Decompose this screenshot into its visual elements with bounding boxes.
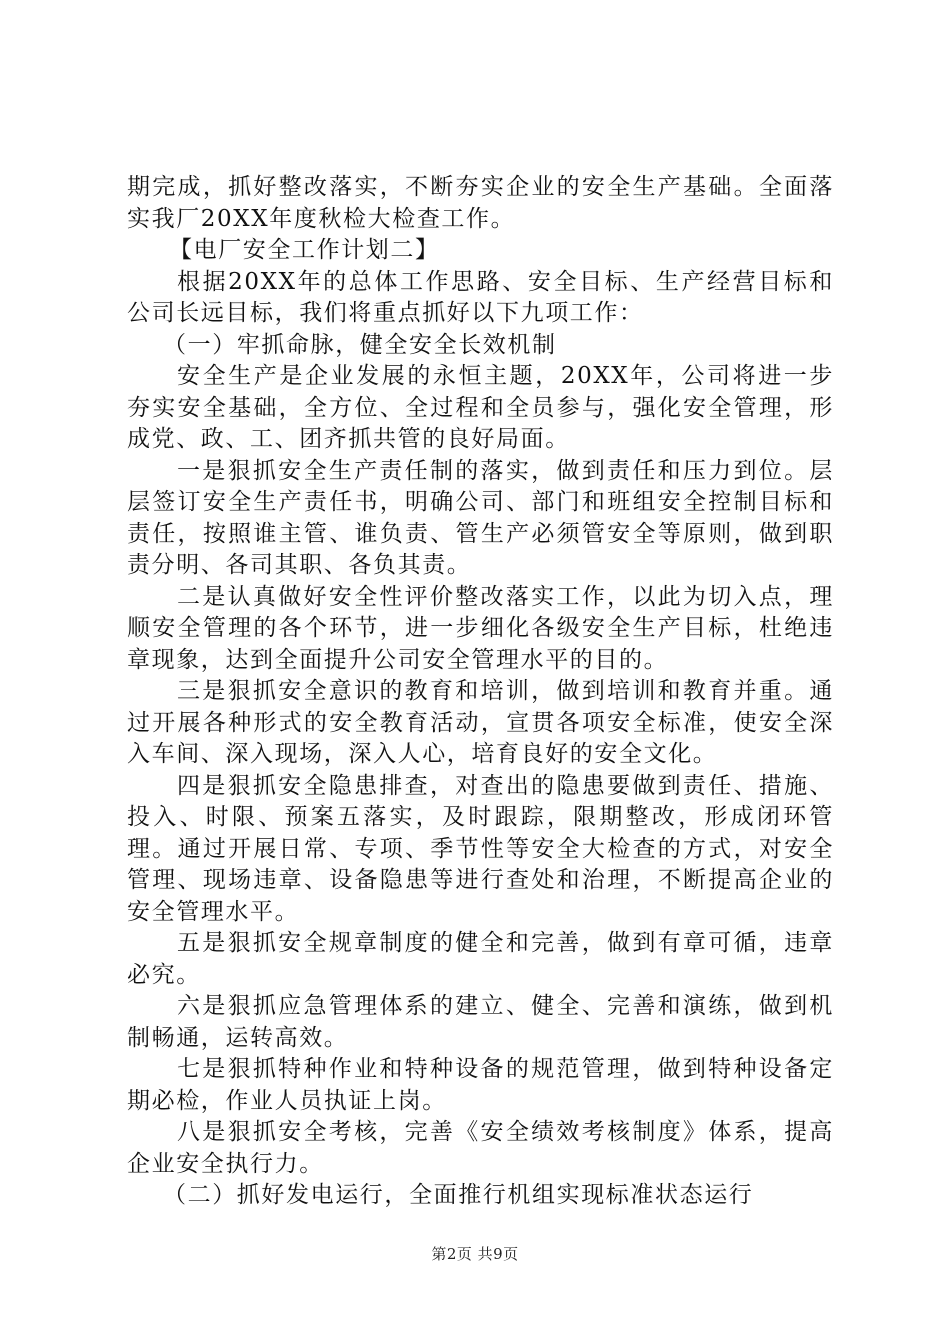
section-title: 【电厂安全工作计划二】 [169, 237, 440, 263]
paragraph-item-7: 七是狠抓特种作业和特种设备的规范管理，做到特种设备定期必检，作业人员执证上岗。 [127, 1056, 834, 1114]
paragraph-item-3: 三是狠抓安全意识的教育和培训，做到培训和教育并重。通过开展各种形式的安全教育活动，宣贯各项安全标准，使安全深入车间、深入现场，深入人心，培育良好的安全文化。 [127, 678, 834, 767]
subsection-heading-2: （二）抓好发电运行，全面推行机组实现标准状态运行 [163, 1182, 754, 1208]
paragraph-item-1: 一是狠抓安全生产责任制的落实，做到责任和压力到位。层层签订安全生产责任书，明确公司、部门和班组安全控制目标和责任，按照谁主管、谁负责、管生产必须管安全等原则，做到职责分明、各司其职、各负其责。 [127, 457, 834, 578]
paragraph-continuation: 期完成，抓好整改落实，不断夯实企业的安全生产基础。全面落实我厂20XX年度秋检大检查工作。 [127, 174, 834, 232]
paragraph-item-8: 八是狠抓安全考核，完善《安全绩效考核制度》体系，提高企业安全执行力。 [127, 1119, 834, 1177]
paragraph-item-4: 四是狠抓安全隐患排查，对查出的隐患要做到责任、措施、投入、时限、预案五落实，及时跟踪，限期整改，形成闭环管理。通过开展日常、专项、季节性等安全大检查的方式，对安全管理、现场违章、设备隐患等进行查处和治理，不断提高企业的安全管理水平。 [127, 772, 834, 925]
paragraph-safety-theme: 安全生产是企业发展的永恒主题，20XX年，公司将进一步夯实安全基础，全方位、全过程和全员参与，强化安全管理，形成党、政、工、团齐抓共管的良好局面。 [127, 363, 834, 452]
document-body [127, 172, 834, 1212]
paragraph-item-2: 二是认真做好安全性评价整改落实工作，以此为切入点，理顺安全管理的各个环节，进一步细化各级安全生产目标，杜绝违章现象，达到全面提升公司安全管理水平的目的。 [127, 583, 834, 673]
subsection-heading-1: （一）牢抓命脉，健全安全长效机制 [163, 331, 557, 358]
page-number-footer: 第2页 共9页 [431, 1245, 519, 1263]
paragraph-item-5: 五是狠抓安全规章制度的健全和完善，做到有章可循，违章必究。 [127, 930, 834, 988]
paragraph-intro: 根据20XX年的总体工作思路、安全目标、生产经营目标和公司长远目标，我们将重点抓好以下九项工作： [127, 268, 834, 326]
paragraph-item-6: 六是狠抓应急管理体系的建立、健全、完善和演练，做到机制畅通，运转高效。 [127, 993, 834, 1051]
